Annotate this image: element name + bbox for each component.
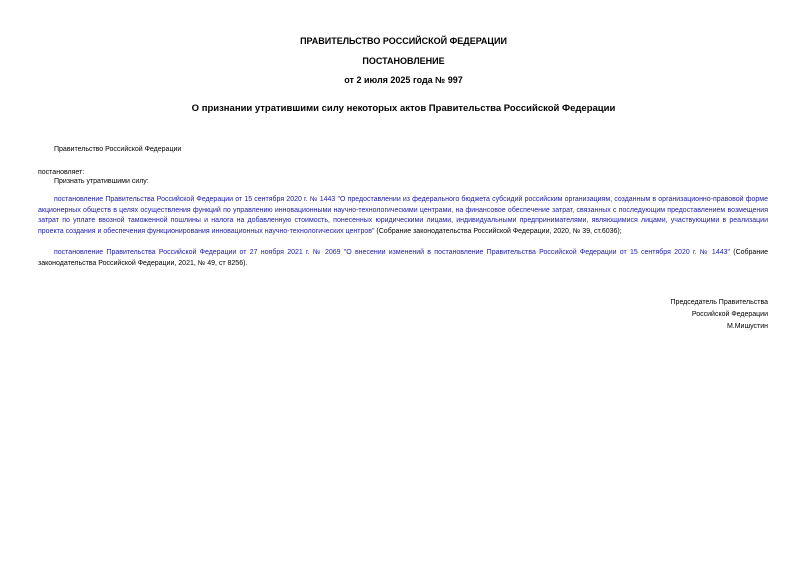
revoked-act-link-2[interactable]: постановление Правительства Российской Федерации от 27 ноября 2021 г. № 2069 "О внесении изменений в постановление Правительства Российской Федерации от 15 сентября 2020 г. № 1443"	[54, 249, 730, 256]
revoked-act-link-1[interactable]: постановление Правительства Российской Федерации от 15 сентября 2020 г. № 1443 "О предоставлении из федерального бюджета субсидий российским организациям, созданным в организационно-правовой форме акционерных обществ в целях осуществления функций по управлению инновационными научно-технологическими центрами, на финансовое обеспечение затрат, связанных с последующим предоставлением возмещения затрат по уплате ввозной таможенной пошлины и налога на добавленную стоимость, понесенных юридическими лицами, индивидуальными предпринимателями, являющимися лицами, участвующими в реализации проекта создания и обеспечения функционирования инновационных научно-технологических центров"	[38, 196, 768, 235]
signature-block	[568, 297, 768, 333]
document-authority: ПРАВИТЕЛЬСТВО РОССИЙСКОЙ ФЕДЕРАЦИИ	[300, 36, 507, 46]
declare-text: Признать утратившими силу:	[54, 178, 149, 185]
signatory-position-line1: Председатель Правительства	[670, 299, 768, 306]
revoked-item-1	[38, 195, 768, 237]
document-date-number: от 2 июля 2025 года № 997	[344, 75, 463, 85]
signatory-position-line2: Российской Федерации	[691, 311, 768, 318]
revoked-item-2	[38, 248, 768, 269]
decrees-text: постановляет:	[38, 169, 85, 176]
revoked-act-source-1: (Собрание законодательства Российской Федерации, 2020, № 39, ст.6036);	[374, 227, 622, 235]
document-type: ПОСТАНОВЛЕНИЕ	[362, 56, 445, 66]
signatory-name: М.Мишустин	[726, 323, 768, 330]
issuer-text: Правительство Российской Федерации	[54, 146, 182, 153]
revoked-act-source-2: (Собрание законодательства Российской Федерации, 2021, № 49, ст 8256).	[38, 249, 768, 267]
document-subject: О признании утратившими силу некоторых актов Правительства Российской Федерации	[191, 103, 616, 114]
